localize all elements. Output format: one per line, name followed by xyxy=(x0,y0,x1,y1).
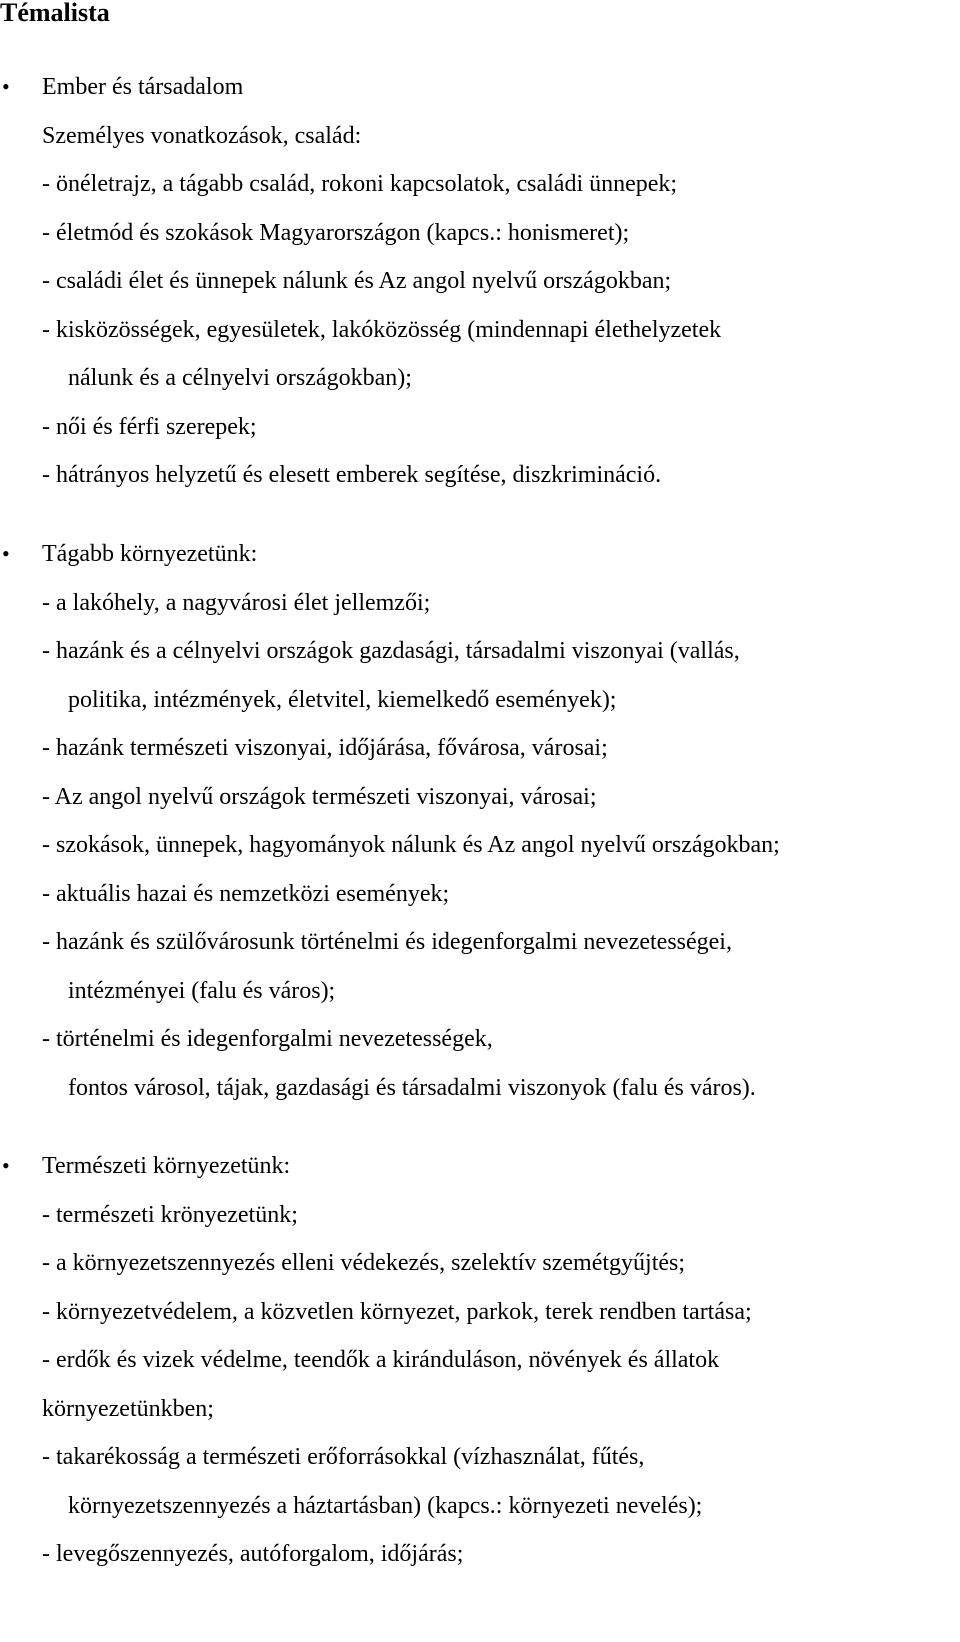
list-item xyxy=(0,1015,960,1064)
list-item xyxy=(0,821,960,870)
list-item-continuation xyxy=(0,354,960,403)
list-item xyxy=(0,1239,960,1288)
section-ember-es-tarsadalom xyxy=(0,63,960,500)
list-item-text: - családi élet és ünnepek nálunk és Az angol nyelvű országokban; xyxy=(42,268,672,294)
list-item-text: - női és férfi szerepek; xyxy=(42,413,257,440)
section-heading: Természeti környezetünk: xyxy=(42,1153,291,1179)
list-item-text: - a lakóhely, a nagyvárosi élet jellemzői; xyxy=(42,589,431,616)
section-heading-line xyxy=(0,530,960,579)
list-item-text: - szokások, ünnepek, hagyományok nálunk és Az angol nyelvű országokban; xyxy=(42,832,780,858)
list-item-text: - önéletrajz, a tágabb család, rokoni kapcsolatok, családi ünnepek; xyxy=(42,171,678,197)
list-item-text: - levegőszennyezés, autóforgalom, időjárás; xyxy=(42,1541,464,1567)
list-item xyxy=(0,112,960,161)
list-item-text: nálunk és a célnyelvi országokban); xyxy=(68,365,412,391)
list-item-continuation xyxy=(0,967,960,1016)
list-item xyxy=(0,160,960,209)
list-item xyxy=(0,918,960,967)
section-heading-line xyxy=(0,1142,960,1191)
list-item-text: - Az angol nyelvű országok természeti viszonyai, városai; xyxy=(42,783,597,810)
list-item xyxy=(0,209,960,258)
list-item-text: - hazánk és a célnyelvi országok gazdasági, társadalmi viszonyai (vallás, xyxy=(42,638,740,664)
list-item-text: - életmód és szokások Magyarországon (kapcs.: honismeret); xyxy=(42,219,630,246)
list-item-text: politika, intézmények, életvitel, kiemelkedő események); xyxy=(68,686,617,713)
list-item xyxy=(0,579,960,628)
list-item-text: - kisközösségek, egyesületek, lakóközösség (mindennapi élethelyzetek xyxy=(42,316,722,343)
list-item xyxy=(0,306,960,355)
list-item-text: - hátrányos helyzetű és elesett emberek segítése, diszkrimináció. xyxy=(42,462,662,488)
list-item-text: - takarékosság a természeti erőforrásokkal (vízhasználat, fűtés, xyxy=(42,1444,645,1470)
list-item-text: - erdők és vizek védelme, teendők a kiránduláson, növények és állatok xyxy=(42,1347,720,1373)
list-item xyxy=(0,724,960,773)
list-item-text: - természeti krönyezetünk; xyxy=(42,1201,298,1228)
list-item-text: környezetünkben; xyxy=(42,1395,214,1422)
subheading: Személyes vonatkozások, család: xyxy=(42,122,362,149)
list-item xyxy=(0,1530,960,1579)
section-tagabb-kornyezetunk xyxy=(0,530,960,1112)
bullet-icon: • xyxy=(2,1153,10,1178)
section-heading-line xyxy=(0,63,960,112)
list-item-text: környezetszennyezés a háztartásban) (kapcs.: környezeti nevelés); xyxy=(68,1492,703,1519)
bullet-icon: • xyxy=(2,74,10,99)
bullet-icon: • xyxy=(2,541,10,566)
list-item-continuation xyxy=(0,1385,960,1434)
list-item-text: - aktuális hazai és nemzetközi események; xyxy=(42,880,450,907)
list-item xyxy=(0,773,960,822)
list-item-continuation xyxy=(0,676,960,725)
list-item xyxy=(0,1191,960,1240)
list-item-text: intézményei (falu és város); xyxy=(68,977,336,1004)
page-title: Témalista xyxy=(0,0,110,27)
list-item xyxy=(0,1336,960,1385)
list-item xyxy=(0,1288,960,1337)
section-termeszeti-kornyezetunk xyxy=(0,1142,960,1579)
list-item-text: - hazánk természeti viszonyai, időjárása, fővárosa, városai; xyxy=(42,735,608,761)
list-item xyxy=(0,403,960,452)
list-item xyxy=(0,257,960,306)
list-item-text: - történelmi és idegenforgalmi nevezetességek, xyxy=(42,1026,493,1052)
list-item xyxy=(0,451,960,500)
list-item-text: fontos városol, tájak, gazdasági és társadalmi viszonyok (falu és város). xyxy=(68,1074,756,1101)
list-item-continuation xyxy=(0,1064,960,1113)
list-item xyxy=(0,870,960,919)
list-item xyxy=(0,1433,960,1482)
list-item-text: - környezetvédelem, a közvetlen környezet, parkok, terek rendben tartása; xyxy=(42,1298,752,1325)
list-item-text: - hazánk és szülővárosunk történelmi és idegenforgalmi nevezetességei, xyxy=(42,929,732,955)
section-heading: Ember és társadalom xyxy=(42,74,244,100)
section-heading: Tágabb környezetünk: xyxy=(42,541,258,567)
list-item-text: - a környezetszennyezés elleni védekezés, szelektív szemétgyűjtés; xyxy=(42,1250,686,1276)
list-item-continuation xyxy=(0,1482,960,1531)
list-item xyxy=(0,627,960,676)
